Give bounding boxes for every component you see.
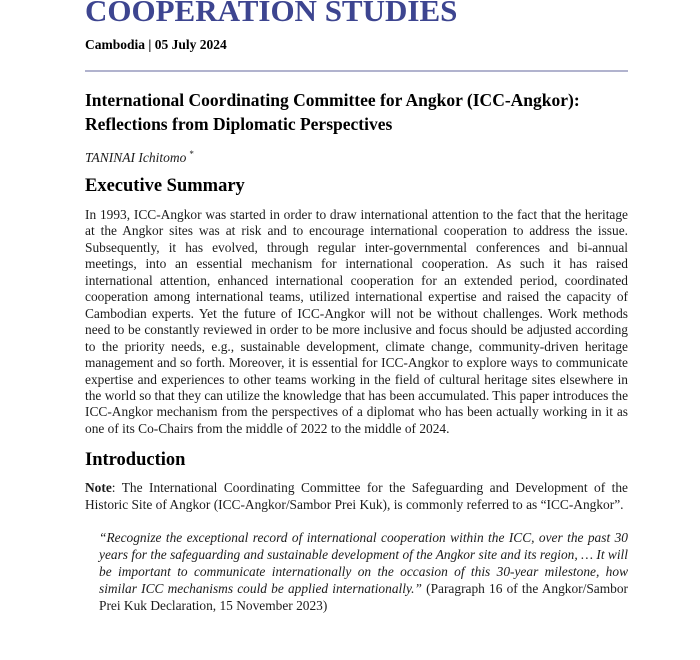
masthead-journal-title: COOPERATION STUDIES xyxy=(85,0,458,28)
declaration-quote xyxy=(99,529,628,614)
author-name: TANINAI Ichitomo xyxy=(85,150,187,165)
author-footnote-asterisk: * xyxy=(189,148,194,159)
section-heading-executive-summary: Executive Summary xyxy=(85,176,245,196)
note-label: Note xyxy=(85,480,112,496)
article-title: International Coordinating Committee for Angkor (ICC-Angkor): Reflections from Diplomatic Perspectives xyxy=(85,90,580,134)
divider-rule xyxy=(85,70,628,72)
section-heading-introduction: Introduction xyxy=(85,450,186,471)
note-text: : The International Coordinating Committee for the Safeguarding and Development of the Historic Site of Angkor (ICC-Angkor/Sambor Prei Kuk), is commonly referred to as “ICC-Angkor”. xyxy=(85,480,628,512)
dateline: Cambodia | 05 July 2024 xyxy=(85,37,227,52)
quote-citation: (Paragraph 16 of the Angkor/Sambor Prei Kuk Declaration, 15 November 2023) xyxy=(99,581,628,614)
quote-text: “Recognize the exceptional record of international cooperation within the ICC, over the past 30 years for the safeguarding and sustainable development of the Angkor site and its region, … It will be important to communicate internationally on the occasion of this 30-year milestone, how similar ICC mechanisms could be applied internationally.” xyxy=(99,530,628,597)
executive-summary-paragraph: In 1993, ICC-Angkor was started in order to draw international attention to the fact that the heritage at the Angkor sites was at risk and to encourage international cooperation to address the issue. Subsequently, it has evolved, through regular inter-governmental conferences and bi-annual meetings, into an essential mechanism for international cooperation. As such it has raised international attention, enhanced international cooperation for an extended period, coordinated cooperation among international teams, utilized international expertise and raised the capacity of Cambodian experts. Yet the future of ICC-Angkor will not be without challenges. Work methods need to be constantly reviewed in order to be more inclusive and focus should be adjusted according to the priority needs, e.g., sustainable development, climate change, community-driven heritage management and so forth. Moreover, it is essential for ICC-Angkor to explore ways to communicate expertise and experiences to other teams working in the field of cultural heritage sites elsewhere in the world so that they can utilize the knowledge that has been accumulated. This paper introduces the ICC-Angkor mechanism from the perspectives of a diplomat who has been actually working in it as one of its Co-Chairs from the middle of 2022 to the middle of 2024. xyxy=(85,207,629,436)
document-content xyxy=(85,0,628,614)
author-line xyxy=(85,149,628,166)
note-paragraph xyxy=(85,480,628,513)
